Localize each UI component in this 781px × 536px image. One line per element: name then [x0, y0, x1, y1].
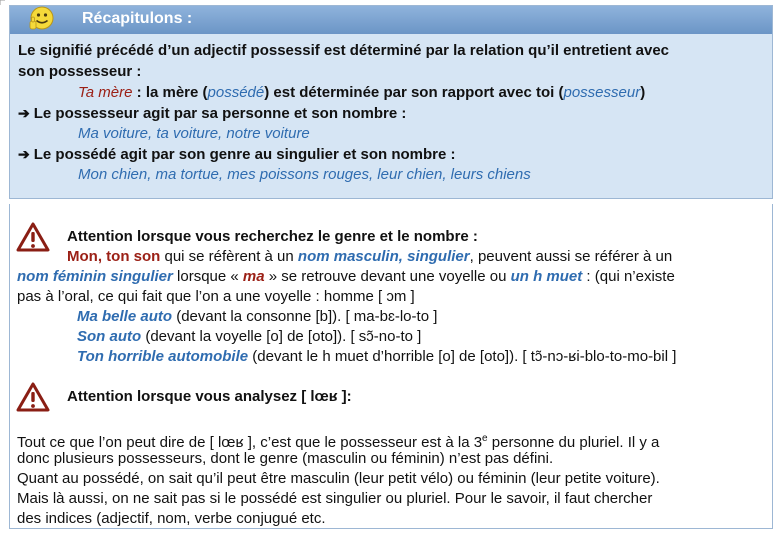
- mon-ton-son: Mon, ton son: [67, 248, 161, 265]
- leur-line-2: donc plusieurs possesseurs, dont le genre (masculin ou féminin) n’est pas défini.: [17, 450, 554, 467]
- example-ta-mere: Ta mère: [78, 84, 133, 101]
- text: » se retrouve devant une voyelle ou: [264, 268, 511, 285]
- attention-leur-title: Attention lorsque vous analysez [ lœʁ ]:: [67, 388, 352, 405]
- arrow-right-icon: ➔: [18, 146, 30, 162]
- recap-point-possede-example: Mon chien, ma tortue, mes poissons rouges, leur chien, leurs chiens: [78, 166, 531, 183]
- text: : (qui n’existe: [582, 268, 675, 285]
- nom-masculin-singulier: nom masculin, singulier: [297, 248, 470, 265]
- example-text: ) est déterminée par son rapport avec toi (: [264, 84, 564, 101]
- recap-example-mere: [78, 83, 645, 102]
- recap-header: [10, 6, 772, 34]
- recap-line-1: Le signifié précédé d’un adjectif possessif est déterminé par la relation qu’il entretient avec: [18, 42, 670, 59]
- leur-line-3: Quant au possédé, on sait qu’il peut être masculin (leur petit vélo) ou féminin (leur petite voiture).: [17, 470, 660, 487]
- text: lorsque «: [172, 268, 243, 285]
- attention-line-1: [67, 247, 672, 266]
- h-muet-highlight: un h muet: [510, 268, 583, 285]
- text: , peuvent aussi se référer à un: [469, 248, 673, 265]
- example-text: ): [640, 84, 646, 101]
- superscript: e: [482, 433, 488, 444]
- text: qui se réfèrent à un: [160, 248, 298, 265]
- text: Tout ce que l’on peut dire de [ lœʁ ], c’est que le possesseur est à la 3: [17, 434, 483, 451]
- warning-triangle-icon: [16, 382, 50, 412]
- ton-horrible-automobile: Ton horrible automobile: [77, 348, 249, 365]
- example-text: : la mère (: [132, 84, 208, 101]
- arrow-right-icon: ➔: [18, 105, 30, 121]
- example-possesseur: possesseur: [563, 84, 641, 101]
- attention-example-3: [77, 347, 676, 366]
- nom-feminin-singulier: nom féminin singulier: [17, 268, 173, 285]
- attention-box: [9, 204, 773, 529]
- example-possede: possédé: [207, 84, 265, 101]
- recap-point-possesseur: [18, 104, 406, 123]
- text: (devant le h muet d’horrible [o] de [oto]). [ tɔ̃-nɔ-ʁi-blo-to-mo-bil ]: [248, 348, 677, 365]
- attention-line-2: [17, 267, 675, 286]
- text: personne du pluriel. Il y a: [487, 434, 660, 451]
- recap-box: [9, 5, 773, 199]
- son-auto: Son auto: [77, 328, 142, 345]
- attention-example-2: [77, 327, 421, 346]
- warning-triangle-icon: [16, 222, 50, 252]
- corner-mark: [0, 0, 5, 5]
- leur-line-5: des indices (adjectif, nom, verbe conjugué etc.: [17, 510, 326, 527]
- text: (devant la voyelle [o] de [oto]). [ sɔ̃-no-to ]: [141, 328, 422, 345]
- point-text: Le possédé agit par son genre au singulier et son nombre :: [33, 146, 456, 163]
- recap-line-2: son possesseur :: [18, 63, 142, 80]
- leur-line-4: Mais là aussi, on ne sait pas si le possédé est singulier ou pluriel. Pour le savoir, il faut chercher: [17, 490, 653, 507]
- text: (devant la consonne [b]). [ ma-bɛ-lo-to ]: [172, 308, 438, 325]
- point-text: Le possesseur agit par sa personne et son nombre :: [33, 105, 407, 122]
- recap-point-possede: [18, 145, 456, 164]
- ma-highlight: ma: [242, 268, 265, 285]
- attention-example-1: [77, 307, 437, 326]
- recap-title: Récapitulons :: [82, 10, 193, 27]
- recap-point-possesseur-example: Ma voiture, ta voiture, notre voiture: [78, 125, 310, 142]
- attention-genre-title: Attention lorsque vous recherchez le genre et le nombre :: [67, 228, 478, 245]
- attention-line-3: pas à l’oral, ce qui fait que l’on a une voyelle : homme [ ɔm ]: [17, 288, 415, 305]
- ma-belle-auto: Ma belle auto: [77, 308, 173, 325]
- thumbs-up-smiley-icon: [27, 4, 57, 34]
